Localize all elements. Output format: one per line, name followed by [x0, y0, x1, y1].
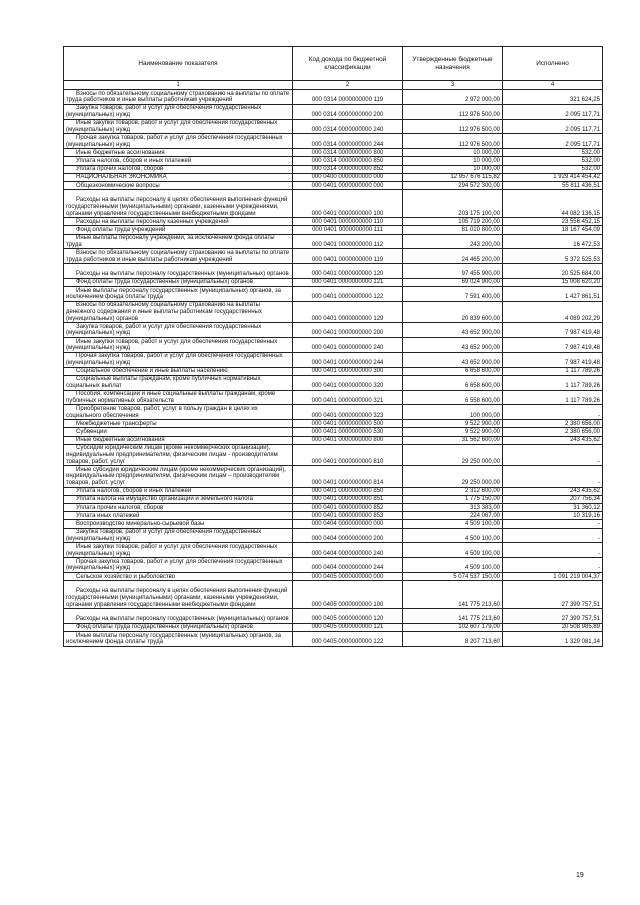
- table-row: [64, 581, 603, 609]
- row-name: Уплата налога на имущество организаций и земельного налога: [64, 495, 293, 503]
- row-name: Уплата налогов, сборов и иных платежей: [64, 487, 293, 495]
- row-executed: -: [503, 444, 603, 465]
- table-row: [64, 375, 603, 390]
- row-executed: 4 089 202,29: [503, 301, 603, 322]
- row-approved: 43 652 900,00: [403, 323, 503, 338]
- table-row: [64, 495, 603, 503]
- row-approved: 2 972 000,00: [403, 90, 503, 105]
- row-code: 000 0405 0000000000 122: [293, 632, 403, 647]
- row-executed: 27 399 757,51: [503, 581, 603, 609]
- row-executed: 532,00: [503, 157, 603, 165]
- header-executed: Исполнено: [503, 47, 603, 81]
- row-name: НАЦИОНАЛЬНАЯ ЭКОНОМИКА: [64, 173, 293, 181]
- row-code: 000 0401 0000000000 500: [293, 420, 403, 428]
- row-approved: 141 775 213,60: [403, 609, 503, 624]
- row-approved: 7 591 400,00: [403, 287, 503, 302]
- table-row: [64, 119, 603, 134]
- row-name: Общеэкономические вопросы: [64, 181, 293, 189]
- row-code: 000 0401 0000000000 119: [293, 249, 403, 264]
- row-approved: 31 562 600,00: [403, 436, 503, 444]
- row-approved: 313 383,00: [403, 503, 503, 511]
- row-executed: 1 117 789,26: [503, 375, 603, 390]
- table-row: [64, 157, 603, 165]
- row-executed: 16 472,53: [503, 234, 603, 249]
- row-executed: 27 399 757,51: [503, 609, 603, 624]
- row-name: Расходы на выплаты персоналу государственных (муниципальных) органов: [64, 609, 293, 624]
- row-code: 000 0401 0000000000 850: [293, 487, 403, 495]
- row-code: 000 0405 0000000000 121: [293, 623, 403, 631]
- table-row: [64, 264, 603, 279]
- row-approved: 10 000,00: [403, 165, 503, 173]
- table-row: [64, 632, 603, 647]
- row-name: Расходы на выплаты персоналу казенных учреждений: [64, 218, 293, 226]
- table-row: [64, 543, 603, 558]
- row-name: Расходы на выплаты персоналу в целях обеспечения выполнения функций государственными (муниципальными) органами, казенными учреждениями, органами управления государственными внебюджетными фондами: [64, 190, 293, 218]
- row-executed: 7 987 419,48: [503, 338, 603, 353]
- row-executed: 2 380 656,00: [503, 420, 603, 428]
- row-executed: 321 624,25: [503, 90, 603, 105]
- row-approved: 24 465 200,00: [403, 249, 503, 264]
- table-header-row: [64, 47, 603, 81]
- row-name: Взносы по обязательному социальному страхованию на выплаты по оплате труда работников и иные выплаты работникам учреждений: [64, 90, 293, 105]
- row-name: Иные выплаты персоналу государственных (муниципальных) органов, за исключением фонда оплаты труда: [64, 632, 293, 647]
- row-approved: 4 509 100,00: [403, 558, 503, 573]
- row-executed: -: [503, 466, 603, 487]
- row-code: 000 0405 0000000000 000: [293, 572, 403, 580]
- row-name: Закупка товаров, работ и услуг для обеспечения государственных (муниципальных) нужд: [64, 528, 293, 543]
- table-row: [64, 104, 603, 119]
- row-code: 000 0314 0000000000 852: [293, 165, 403, 173]
- table-row: [64, 226, 603, 234]
- row-approved: 294 572 300,00: [403, 181, 503, 189]
- row-approved: 105 719 200,00: [403, 218, 503, 226]
- row-approved: 112 976 500,00: [403, 104, 503, 119]
- row-code: 000 0401 0000000000 100: [293, 190, 403, 218]
- table-row: [64, 609, 603, 624]
- row-name: Уплата иных платежей: [64, 512, 293, 520]
- row-executed: 2 095 117,71: [503, 119, 603, 134]
- row-executed: 2 095 117,71: [503, 134, 603, 149]
- row-name: Иные закупки товаров, работ и услуг для обеспечения государственных (муниципальных) нужд: [64, 338, 293, 353]
- row-code: 000 0314 0000000000 800: [293, 149, 403, 157]
- row-approved: 5 074 537 150,00: [403, 572, 503, 580]
- table-row: [64, 528, 603, 543]
- row-code: 000 0401 0000000000 300: [293, 367, 403, 375]
- row-approved: 243 200,00: [403, 234, 503, 249]
- row-code: 000 0405 0000000000 120: [293, 609, 403, 624]
- row-executed: 1 929 414 454,42: [503, 173, 603, 181]
- table-row: [64, 287, 603, 302]
- row-approved: 4 509 100,00: [403, 543, 503, 558]
- row-approved: 20 839 600,00: [403, 301, 503, 322]
- table-row: [64, 234, 603, 249]
- table-row: [64, 367, 603, 375]
- row-code: 000 0401 0000000000 120: [293, 264, 403, 279]
- table-row: [64, 572, 603, 580]
- row-executed: -: [503, 543, 603, 558]
- row-executed: 7 987 419,48: [503, 352, 603, 367]
- row-name: Расходы на выплаты персоналу государственных (муниципальных) органов: [64, 264, 293, 279]
- table-row: [64, 278, 603, 286]
- row-code: 000 0404 0000000000 240: [293, 543, 403, 558]
- table-row: [64, 390, 603, 405]
- row-code: 000 0314 0000000000 240: [293, 119, 403, 134]
- row-code: 000 0314 0000000000 119: [293, 90, 403, 105]
- table-row: [64, 466, 603, 487]
- row-name: Субвенции: [64, 428, 293, 436]
- row-code: 000 0401 0000000000 110: [293, 218, 403, 226]
- row-executed: 243 435,62: [503, 487, 603, 495]
- row-executed: 1 329 081,14: [503, 632, 603, 647]
- row-approved: 102 607 179,00: [403, 623, 503, 631]
- row-approved: 8 207 713,60: [403, 632, 503, 647]
- table-row: [64, 487, 603, 495]
- row-code: 000 0314 0000000000 200: [293, 104, 403, 119]
- row-approved: 10 000,00: [403, 149, 503, 157]
- row-code: 000 0401 0000000000 320: [293, 375, 403, 390]
- row-approved: 9 522 900,00: [403, 428, 503, 436]
- row-approved: 4 509 100,00: [403, 528, 503, 543]
- row-executed: 20 508 985,89: [503, 623, 603, 631]
- table-row: [64, 249, 603, 264]
- row-code: 000 0401 0000000000 530: [293, 428, 403, 436]
- table-row: [64, 503, 603, 511]
- row-name: Фонд оплаты труда государственных (муниципальных) органов: [64, 278, 293, 286]
- row-name: Приобретение товаров, работ, услуг в пользу граждан в целях их социального обеспечения: [64, 405, 293, 420]
- row-executed: -: [503, 520, 603, 528]
- row-code: 000 0401 0000000000 240: [293, 338, 403, 353]
- table-row: [64, 520, 603, 528]
- row-code: 000 0401 0000000000 323: [293, 405, 403, 420]
- row-executed: -: [503, 528, 603, 543]
- table-row: [64, 218, 603, 226]
- row-approved: 29 250 000,00: [403, 444, 503, 465]
- row-executed: 15 008 620,20: [503, 278, 603, 286]
- table-row: [64, 181, 603, 189]
- row-name: Фонд оплаты труда государственных (муниципальных) органов: [64, 623, 293, 631]
- row-name: Иные выплаты персоналу учреждений, за исключением фонда оплаты труда: [64, 234, 293, 249]
- row-code: 000 0401 0000000000 111: [293, 226, 403, 234]
- row-executed: 2 095 117,71: [503, 104, 603, 119]
- column-number: 2: [293, 81, 403, 90]
- table-row: [64, 558, 603, 573]
- row-name: Пособия, компенсации и иные социальные выплаты гражданам, кроме публичных нормативных обязательств: [64, 390, 293, 405]
- page-number: 19: [576, 872, 584, 879]
- row-name: Иные закупки товаров, работ и услуг для обеспечения государственных (муниципальных) нужд: [64, 119, 293, 134]
- row-name: Прочая закупка товаров, работ и услуг для обеспечения государственных (муниципальных) нужд: [64, 134, 293, 149]
- row-executed: 2 380 656,00: [503, 428, 603, 436]
- row-name: Расходы на выплаты персоналу в целях обеспечения выполнения функций государственными (муниципальными) органами, казенными учреждениями, органами управления государственными внебюджетными фондами: [64, 581, 293, 609]
- table-row: [64, 323, 603, 338]
- column-number: 1: [64, 81, 293, 90]
- table-row: [64, 405, 603, 420]
- row-name: Субсидии юридическим лицам (кроме некоммерческих организаций), индивидуальным предпринимателям, физическим лицам - производителям товаров, работ, услуг: [64, 444, 293, 465]
- row-code: 000 0401 0000000000 852: [293, 503, 403, 511]
- row-name: Иные бюджетные ассигнования: [64, 436, 293, 444]
- table-row: [64, 190, 603, 218]
- row-name: Иные закупки товаров, работ и услуг для обеспечения государственных (муниципальных) нужд: [64, 543, 293, 558]
- row-code: 000 0401 0000000000 800: [293, 436, 403, 444]
- header-income-code: Код дохода по бюджетной классификации: [293, 47, 403, 81]
- table-row: [64, 149, 603, 157]
- row-code: 000 0401 0000000000 200: [293, 323, 403, 338]
- row-name: Иные субсидии юридическим лицам (кроме некоммерческих организаций), индивидуальным предпринимателям, физическим лицам – производителям товаров, работ, услуг: [64, 466, 293, 487]
- table-row: [64, 173, 603, 181]
- row-code: 000 0401 0000000000 853: [293, 512, 403, 520]
- row-approved: 112 976 500,00: [403, 119, 503, 134]
- row-approved: 81 010 800,00: [403, 226, 503, 234]
- row-approved: 2 312 600,00: [403, 487, 503, 495]
- table-row: [64, 352, 603, 367]
- table-row: [64, 338, 603, 353]
- row-name: Взносы по обязательному социальному страхованию на выплаты денежного содержания и иные выплаты работникам государственных (муниципальных) органов: [64, 301, 293, 322]
- row-name: Уплата прочих налогов, сборов: [64, 165, 293, 173]
- row-approved: 100 000,00: [403, 405, 503, 420]
- document-page: [63, 46, 602, 647]
- row-approved: 6 658 600,00: [403, 375, 503, 390]
- row-code: 000 0401 0000000000 129: [293, 301, 403, 322]
- row-code: 000 0404 0000000000 244: [293, 558, 403, 573]
- row-approved: 10 000,00: [403, 157, 503, 165]
- row-executed: 1 427 861,51: [503, 287, 603, 302]
- row-executed: 1 117 789,26: [503, 390, 603, 405]
- row-executed: 23 556 452,15: [503, 218, 603, 226]
- row-approved: 224 067,00: [403, 512, 503, 520]
- row-executed: 243 435,62: [503, 436, 603, 444]
- row-name: Закупка товаров, работ и услуг для обеспечения государственных (муниципальных) нужд: [64, 323, 293, 338]
- row-executed: 18 167 454,09: [503, 226, 603, 234]
- row-name: Межбюджетные трансферты: [64, 420, 293, 428]
- table-row: [64, 428, 603, 436]
- row-approved: 6 558 600,00: [403, 390, 503, 405]
- row-name: Сельское хозяйство и рыболовство: [64, 572, 293, 580]
- row-approved: 29 250 000,00: [403, 466, 503, 487]
- table-row: [64, 444, 603, 465]
- row-code: 000 0401 0000000000 121: [293, 278, 403, 286]
- row-executed: -: [503, 558, 603, 573]
- row-name: Социальное обеспечение и иные выплаты населению: [64, 367, 293, 375]
- row-executed: 7 987 419,48: [503, 323, 603, 338]
- row-code: 000 0404 0000000000 200: [293, 528, 403, 543]
- row-executed: 20 525 684,00: [503, 264, 603, 279]
- table-body: [64, 90, 603, 647]
- row-executed: 1 117 789,26: [503, 367, 603, 375]
- row-code: 000 0314 0000000000 244: [293, 134, 403, 149]
- row-name: Уплата налогов, сборов и иных платежей: [64, 157, 293, 165]
- row-name: Социальные выплаты гражданам, кроме публичных нормативных социальных выплат: [64, 375, 293, 390]
- table-row: [64, 165, 603, 173]
- budget-execution-table: [63, 46, 603, 647]
- row-name: Уплата прочих налогов, сборов: [64, 503, 293, 511]
- row-code: 000 0404 0000000000 000: [293, 520, 403, 528]
- table-row: [64, 301, 603, 322]
- row-name: Иные выплаты персоналу государственных (муниципальных) органов, за исключением фонда оплаты труда: [64, 287, 293, 302]
- table-row: [64, 90, 603, 105]
- row-approved: 43 652 900,00: [403, 352, 503, 367]
- row-approved: 4 509 100,00: [403, 520, 503, 528]
- row-approved: 203 175 100,00: [403, 190, 503, 218]
- row-name: Фонд оплаты труда учреждений: [64, 226, 293, 234]
- row-approved: 9 522 900,00: [403, 420, 503, 428]
- row-name: Прочая закупка товаров, работ и услуг для обеспечения государственных (муниципальных) нужд: [64, 558, 293, 573]
- row-code: 000 0401 0000000000 112: [293, 234, 403, 249]
- row-approved: 112 976 500,00: [403, 134, 503, 149]
- table-row: [64, 420, 603, 428]
- row-code: 000 0405 0000000000 100: [293, 581, 403, 609]
- row-executed: 532,00: [503, 165, 603, 173]
- row-executed: 532,00: [503, 149, 603, 157]
- row-code: 000 0401 0000000000 122: [293, 287, 403, 302]
- row-code: 000 0401 0000000000 321: [293, 390, 403, 405]
- row-approved: 6 658 600,00: [403, 367, 503, 375]
- table-row: [64, 512, 603, 520]
- row-executed: 1 091 219 004,37: [503, 572, 603, 580]
- column-number-row: [64, 81, 603, 90]
- row-code: 000 0401 0000000000 000: [293, 181, 403, 189]
- row-name: Иные бюджетные ассигнования: [64, 149, 293, 157]
- row-approved: 43 652 900,00: [403, 338, 503, 353]
- row-code: 000 0400 0000000000 000: [293, 173, 403, 181]
- column-number: 4: [503, 81, 603, 90]
- table-row: [64, 134, 603, 149]
- row-name: Воспроизводство минерально-сырьевой базы: [64, 520, 293, 528]
- row-approved: 97 455 900,00: [403, 264, 503, 279]
- row-approved: 1 775 150,00: [403, 495, 503, 503]
- row-name: Взносы по обязательному социальному страхованию на выплаты по оплате труда работников и иные выплаты работникам учреждений: [64, 249, 293, 264]
- row-code: 000 0401 0000000000 814: [293, 466, 403, 487]
- row-code: 000 0401 0000000000 810: [293, 444, 403, 465]
- row-executed: 44 082 136,15: [503, 190, 603, 218]
- row-approved: 12 957 676 115,82: [403, 173, 503, 181]
- table-row: [64, 436, 603, 444]
- row-code: 000 0314 0000000000 850: [293, 157, 403, 165]
- header-approved: Утвержденные бюджетные назначения: [403, 47, 503, 81]
- table-row: [64, 623, 603, 631]
- header-indicator-name: Наименование показателя: [64, 47, 293, 81]
- row-approved: 69 024 900,00: [403, 278, 503, 286]
- row-code: 000 0401 0000000000 851: [293, 495, 403, 503]
- row-executed: 55 811 436,51: [503, 181, 603, 189]
- row-executed: 5 372 525,53: [503, 249, 603, 264]
- row-name: Закупка товаров, работ и услуг для обеспечения государственных (муниципальных) нужд: [64, 104, 293, 119]
- row-approved: 141 775 213,60: [403, 581, 503, 609]
- row-executed: 10 319,16: [503, 512, 603, 520]
- row-name: Прочая закупка товаров, работ и услуг для обеспечения государственных (муниципальных) нужд: [64, 352, 293, 367]
- row-executed: 31 360,12: [503, 503, 603, 511]
- column-number: 3: [403, 81, 503, 90]
- row-executed: -: [503, 405, 603, 420]
- row-executed: 207 756,34: [503, 495, 603, 503]
- row-code: 000 0401 0000000000 244: [293, 352, 403, 367]
